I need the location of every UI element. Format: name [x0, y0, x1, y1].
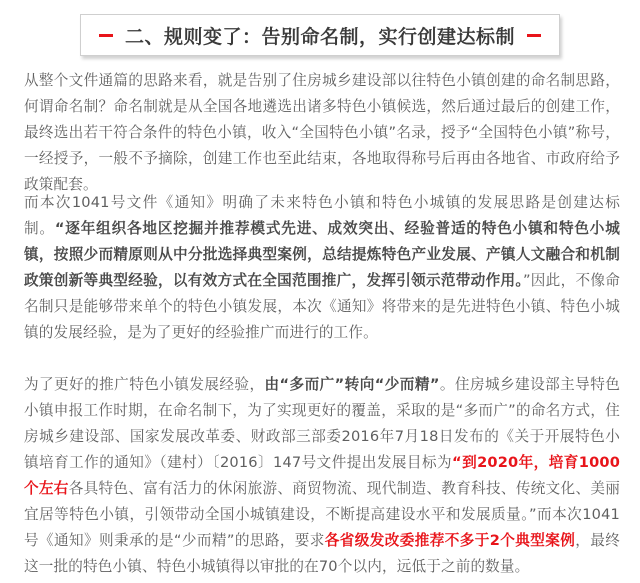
paragraph-standard-system [24, 190, 620, 346]
paragraph-text: 。住房城乡建设部主导特色小镇申报工作时期，在命名制下，为了实现更好的覆盖，采取的是“多而广”的命名方式，住房城乡建设部、国家发展改革委、财政部三部委2016年7月18日发布的《关于开展特色小镇培育工作的通知》（建村）〔2016〕147号文件提出发展目标为 [24, 376, 620, 471]
paragraph-text: 为了更好的推广特色小镇发展经验， [24, 376, 265, 393]
emphasized-quote: “逐年组织各地区挖掘并推荐模式先进、成效突出、经验普适的特色小镇和特色小城镇，按照少而精原则从中分批选择典型案例，总结提炼特色产业发展、产镇人文融合和机制政策创新等典型经验，以有效方式在全国范围推广，发挥引领示范带动作用。 [24, 220, 620, 289]
section-heading-wrapper [0, 14, 640, 56]
heading-right-accent-bar [527, 34, 541, 37]
paragraph-naming-system [24, 68, 620, 198]
paragraph-text: ，最终这一批的特色小镇、特色小城镇得以审批的在70个以内，远低于之前的数量。 [24, 532, 620, 575]
highlighted-target-2020: “到2020年，培育1000个左右 [24, 454, 620, 497]
section-heading-title: 二、规则变了：告别命名制，实行创建达标制 [124, 25, 515, 48]
paragraph-text: 而本次1041号文件《通知》明确了未来特色小镇和特色小城镇的发展思路是创建达标制。 [24, 194, 620, 237]
heading-left-accent-bar [99, 34, 113, 37]
section-heading-box [80, 14, 560, 56]
paragraph-text: 从整个文件通篇的思路来看，就是告别了住房城乡建设部以往特色小镇创建的命名制思路，何谓命名制？命名制就是从全国各地遴选出诸多特色小镇候选，然后通过最后的创建工作，最终选出若干符合条件的特色小镇，收入“全国特色小镇”名录，授予“全国特色小镇”称号，一经授予，一般不予摘除，创建工作也至此结束，各地取得称号后再由各地省、市政府给予政策配套。 [24, 72, 620, 193]
paragraph-text: ”因此，不像命名制只是能够带来单个的特色小镇发展，本次《通知》将带来的是先进特色小镇、特色小城镇的发展经验，是为了更好的经验推广而进行的工作。 [24, 272, 620, 341]
paragraph-few-and-fine [24, 372, 620, 580]
emphasized-phrase: 由“多而广”转向“少而精” [264, 376, 440, 393]
highlighted-recommendation-limit: 各省级发改委推荐不多于2个典型案例 [324, 532, 576, 549]
paragraph-text: 各具特色、富有活力的休闲旅游、商贸物流、现代制造、教育科技、传统文化、美丽宜居等特色小镇，引领带动全国小城镇建设，不断提高建设水平和发展质量。”而本次1041号《通知》则秉承的是“少而精”的思路，要求 [24, 480, 620, 549]
